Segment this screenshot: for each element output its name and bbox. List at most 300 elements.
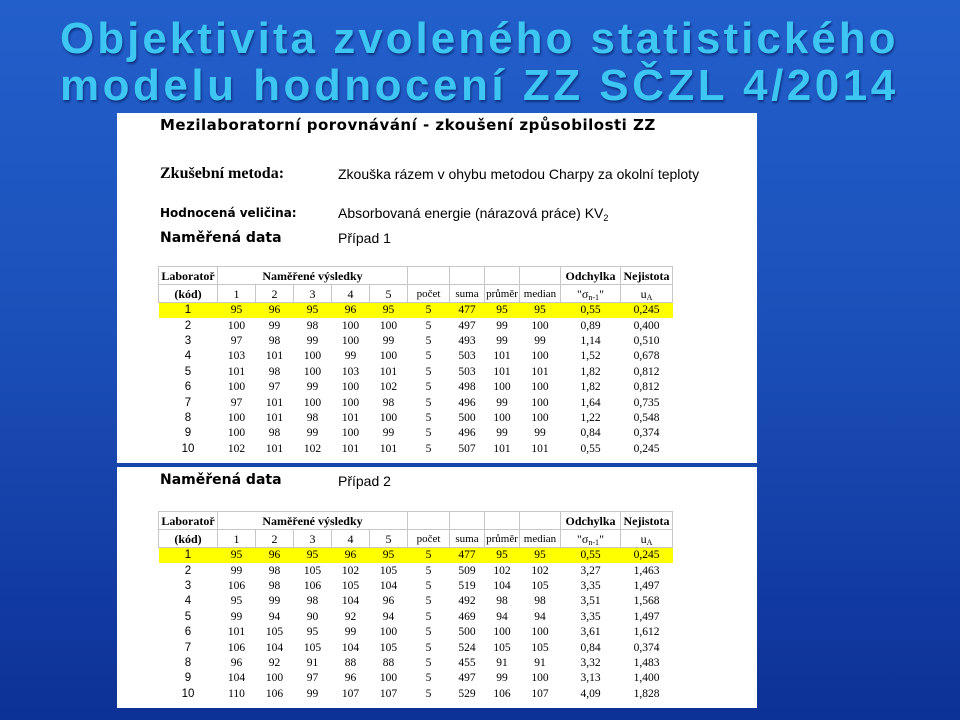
std-deviation-symbol: "σ bbox=[577, 531, 589, 546]
deviation-cell: 1,22 bbox=[580, 411, 601, 424]
result-3-cell: 99 bbox=[306, 427, 319, 440]
result-3-cell: 100 bbox=[303, 396, 322, 409]
result-2-cell: 96 bbox=[256, 303, 294, 319]
results-table-header bbox=[159, 267, 673, 303]
sum-cell: 496 bbox=[458, 427, 476, 440]
panel-heading: Mezilaboratorní porovnávání - zkoušení způsobilosti ZZ bbox=[160, 116, 656, 134]
header-empty-cell bbox=[485, 512, 520, 530]
result-3-header: 3 bbox=[294, 530, 332, 548]
mean-cell: 100 bbox=[493, 626, 511, 639]
result-3-cell: 102 bbox=[303, 442, 322, 455]
deviation-cell: 0,55 bbox=[561, 303, 621, 319]
result-5-header: 5 bbox=[370, 530, 408, 548]
result-5-cell: 100 bbox=[379, 319, 398, 332]
result-1-cell: 110 bbox=[228, 687, 245, 700]
result-4-cell: 100 bbox=[341, 427, 360, 440]
result-5-cell: 98 bbox=[382, 396, 395, 409]
deviation-cell: 1,64 bbox=[580, 396, 601, 409]
lab-header: Laboratoř bbox=[159, 267, 218, 285]
slide-title bbox=[60, 15, 899, 109]
sum-header: suma bbox=[450, 530, 485, 548]
count-cell: 5 bbox=[425, 442, 432, 455]
result-4-cell: 101 bbox=[341, 411, 360, 424]
result-2-cell: 94 bbox=[268, 610, 281, 623]
result-4-cell: 100 bbox=[341, 381, 360, 394]
uncertainty-cell: 1,483 bbox=[633, 656, 660, 669]
deviation-cell: 3,27 bbox=[580, 564, 601, 577]
result-5-cell: 95 bbox=[370, 548, 408, 564]
uncertainty-cell: 1,400 bbox=[633, 672, 660, 685]
lab-code-header: (kód) bbox=[159, 530, 218, 548]
sum-cell: 507 bbox=[458, 442, 476, 455]
uncertainty-cell: 1,497 bbox=[633, 579, 660, 592]
result-1-cell: 101 bbox=[227, 626, 246, 639]
result-4-cell: 101 bbox=[341, 442, 360, 455]
result-1-cell: 103 bbox=[227, 350, 246, 363]
result-2-cell: 101 bbox=[265, 396, 284, 409]
median-header: median bbox=[520, 530, 561, 548]
deviation-cell: 3,35 bbox=[580, 610, 601, 623]
mean-cell: 100 bbox=[493, 381, 511, 394]
result-4-cell: 100 bbox=[341, 319, 360, 332]
result-2-cell: 101 bbox=[265, 350, 284, 363]
mean-cell: 101 bbox=[493, 442, 511, 455]
lab-code-cell: 10 bbox=[181, 687, 195, 700]
count-cell: 5 bbox=[425, 350, 432, 363]
result-4-cell: 99 bbox=[344, 626, 357, 639]
result-2-cell: 98 bbox=[268, 564, 281, 577]
result-5-cell: 104 bbox=[379, 579, 398, 592]
lab-code-cell: 8 bbox=[184, 656, 192, 669]
uncertainty-cell: 0,812 bbox=[633, 381, 660, 394]
table-row bbox=[159, 579, 673, 594]
mean-cell: 98 bbox=[496, 595, 508, 608]
mean-cell: 105 bbox=[493, 641, 511, 654]
uncertainty-header: Nejistota bbox=[621, 512, 673, 530]
result-1-cell: 102 bbox=[227, 442, 246, 455]
deviation-cell: 0,55 bbox=[561, 548, 621, 564]
median-cell: 99 bbox=[534, 427, 546, 440]
result-1-cell: 100 bbox=[227, 319, 246, 332]
median-cell: 107 bbox=[531, 687, 549, 700]
median-cell: 102 bbox=[531, 564, 549, 577]
result-1-cell: 104 bbox=[227, 672, 246, 685]
table-row bbox=[159, 610, 673, 625]
median-cell: 99 bbox=[534, 334, 546, 347]
count-cell: 5 bbox=[425, 672, 432, 685]
mean-cell: 99 bbox=[496, 427, 508, 440]
std-deviation-symbol-close: " bbox=[599, 531, 604, 546]
lab-code-cell: 7 bbox=[184, 396, 192, 409]
table-row-highlighted bbox=[159, 303, 673, 319]
header-empty-cell bbox=[520, 267, 561, 285]
mean-cell: 99 bbox=[496, 396, 508, 409]
count-cell: 5 bbox=[425, 641, 432, 654]
result-1-cell: 95 bbox=[218, 303, 256, 319]
result-1-cell: 95 bbox=[230, 595, 243, 608]
deviation-cell: 0,55 bbox=[580, 442, 601, 455]
uncertainty-cell: 0,812 bbox=[633, 365, 660, 378]
result-3-cell: 95 bbox=[306, 626, 319, 639]
table-row-highlighted bbox=[159, 548, 673, 564]
median-cell: 101 bbox=[531, 365, 549, 378]
median-cell: 105 bbox=[531, 641, 549, 654]
count-cell: 5 bbox=[425, 610, 432, 623]
result-2-cell: 96 bbox=[256, 548, 294, 564]
uncertainty-cell: 1,497 bbox=[633, 610, 660, 623]
result-5-cell: 96 bbox=[382, 595, 395, 608]
uncertainty-symbol: u bbox=[640, 531, 647, 546]
slide-title-line-2: modelu hodnocení ZZ SČZL 4/2014 bbox=[60, 61, 899, 110]
mean-cell: 106 bbox=[493, 687, 511, 700]
header-empty-cell bbox=[485, 267, 520, 285]
result-3-header: 3 bbox=[294, 285, 332, 303]
results-panel-case-2 bbox=[117, 467, 757, 708]
count-cell: 5 bbox=[408, 548, 450, 564]
lab-code-cell: 6 bbox=[184, 626, 192, 639]
result-5-cell: 99 bbox=[382, 334, 395, 347]
result-5-cell: 105 bbox=[379, 564, 398, 577]
result-4-header: 4 bbox=[332, 530, 370, 548]
uncertainty-cell: 0,245 bbox=[621, 303, 673, 319]
uncertainty-header: Nejistota bbox=[621, 267, 673, 285]
result-1-cell: 101 bbox=[227, 365, 246, 378]
header-row bbox=[159, 512, 673, 530]
uncertainty-cell: 0,548 bbox=[633, 411, 660, 424]
results-table-body bbox=[159, 303, 673, 457]
result-5-cell: 100 bbox=[379, 626, 398, 639]
deviation-cell: 3,32 bbox=[580, 656, 601, 669]
median-cell: 100 bbox=[531, 396, 549, 409]
result-4-cell: 107 bbox=[341, 687, 360, 700]
result-2-cell: 101 bbox=[265, 411, 284, 424]
result-3-cell: 99 bbox=[306, 334, 319, 347]
table-row bbox=[159, 334, 673, 349]
evaluated-quantity-value bbox=[338, 203, 608, 223]
result-4-cell: 103 bbox=[341, 365, 360, 378]
result-5-cell: 105 bbox=[379, 641, 398, 654]
sum-cell: 500 bbox=[458, 411, 476, 424]
table-row bbox=[159, 365, 673, 380]
deviation-cell: 1,14 bbox=[580, 334, 601, 347]
header-empty-cell bbox=[450, 512, 485, 530]
measured-data-label: Naměřená data bbox=[160, 230, 282, 246]
median-cell: 100 bbox=[531, 411, 549, 424]
result-2-cell: 98 bbox=[268, 365, 281, 378]
count-cell: 5 bbox=[425, 319, 432, 332]
result-2-header: 2 bbox=[256, 285, 294, 303]
uncertainty-cell: 0,400 bbox=[633, 319, 660, 332]
evaluated-quantity-label: Hodnocená veličina: bbox=[160, 206, 297, 220]
median-cell: 105 bbox=[531, 579, 549, 592]
count-cell: 5 bbox=[425, 595, 432, 608]
median-cell: 98 bbox=[534, 595, 546, 608]
lab-code-cell: 2 bbox=[184, 564, 192, 577]
header-empty-cell bbox=[520, 512, 561, 530]
sum-cell: 519 bbox=[458, 579, 476, 592]
count-cell: 5 bbox=[425, 687, 432, 700]
mean-cell: 95 bbox=[485, 303, 520, 319]
result-3-cell: 100 bbox=[303, 365, 322, 378]
result-4-cell: 92 bbox=[344, 610, 357, 623]
table-row bbox=[159, 563, 673, 578]
table-row bbox=[159, 442, 673, 457]
lab-code-cell: 9 bbox=[184, 427, 192, 440]
mean-cell: 99 bbox=[496, 672, 508, 685]
sum-cell: 497 bbox=[458, 672, 476, 685]
std-deviation-symbol-header bbox=[561, 285, 621, 303]
sum-cell: 503 bbox=[458, 350, 476, 363]
lab-code-cell: 5 bbox=[184, 365, 192, 378]
header-empty-cell bbox=[408, 267, 450, 285]
count-header: počet bbox=[408, 530, 450, 548]
result-2-cell: 100 bbox=[265, 672, 284, 685]
result-1-cell: 100 bbox=[227, 381, 246, 394]
sum-cell: 529 bbox=[458, 687, 476, 700]
count-cell: 5 bbox=[425, 411, 432, 424]
result-4-cell: 100 bbox=[341, 396, 360, 409]
result-5-cell: 88 bbox=[382, 656, 395, 669]
std-deviation-subscript: n-1 bbox=[588, 292, 600, 302]
result-2-cell: 97 bbox=[268, 381, 281, 394]
test-method-value: Zkouška rázem v ohybu metodou Charpy za okolní teploty bbox=[338, 166, 700, 182]
sum-cell: 496 bbox=[458, 396, 476, 409]
result-2-cell: 106 bbox=[265, 687, 284, 700]
median-cell: 101 bbox=[531, 442, 549, 455]
result-2-cell: 99 bbox=[268, 595, 281, 608]
count-cell: 5 bbox=[425, 334, 432, 347]
result-3-cell: 99 bbox=[306, 381, 319, 394]
result-5-cell: 100 bbox=[379, 350, 398, 363]
result-1-cell: 95 bbox=[218, 548, 256, 564]
sum-cell: 477 bbox=[450, 548, 485, 564]
result-3-cell: 100 bbox=[303, 350, 322, 363]
uncertainty-cell: 0,735 bbox=[633, 396, 660, 409]
header-empty-cell bbox=[408, 512, 450, 530]
result-2-cell: 105 bbox=[265, 626, 284, 639]
sum-cell: 497 bbox=[458, 319, 476, 332]
median-cell: 100 bbox=[531, 626, 549, 639]
result-1-cell: 96 bbox=[230, 656, 243, 669]
lab-code-cell: 1 bbox=[159, 303, 218, 319]
evaluated-quantity-text: Absorbovaná energie (nárazová práce) KV bbox=[338, 205, 604, 221]
mean-header: průměr bbox=[485, 285, 520, 303]
result-5-header: 5 bbox=[370, 285, 408, 303]
deviation-cell: 3,61 bbox=[580, 626, 601, 639]
deviation-cell: 3,51 bbox=[580, 595, 601, 608]
result-3-cell: 105 bbox=[303, 641, 322, 654]
deviation-cell: 0,84 bbox=[580, 641, 601, 654]
deviation-cell: 0,84 bbox=[580, 427, 601, 440]
table-row bbox=[159, 594, 673, 609]
result-4-cell: 102 bbox=[341, 564, 360, 577]
sum-cell: 469 bbox=[458, 610, 476, 623]
result-3-cell: 106 bbox=[303, 579, 322, 592]
count-cell: 5 bbox=[425, 564, 432, 577]
mean-cell: 104 bbox=[493, 579, 511, 592]
count-cell: 5 bbox=[425, 381, 432, 394]
result-1-cell: 97 bbox=[230, 396, 243, 409]
mean-cell: 91 bbox=[496, 656, 508, 669]
table-row bbox=[159, 671, 673, 686]
result-5-cell: 94 bbox=[382, 610, 395, 623]
result-4-cell: 104 bbox=[341, 641, 360, 654]
mean-cell: 99 bbox=[496, 334, 508, 347]
result-5-cell: 102 bbox=[379, 381, 398, 394]
result-5-cell: 99 bbox=[382, 427, 395, 440]
table-row bbox=[159, 411, 673, 426]
median-header: median bbox=[520, 285, 561, 303]
median-cell: 100 bbox=[531, 381, 549, 394]
std-deviation-symbol: "σ bbox=[577, 286, 589, 301]
result-4-cell: 96 bbox=[344, 672, 357, 685]
uncertainty-cell: 0,245 bbox=[621, 548, 673, 564]
result-3-cell: 95 bbox=[294, 548, 332, 564]
sum-cell: 500 bbox=[458, 626, 476, 639]
test-method-label: Zkušební metoda: bbox=[160, 165, 285, 182]
result-5-cell: 107 bbox=[379, 687, 398, 700]
count-cell: 5 bbox=[425, 656, 432, 669]
result-2-cell: 99 bbox=[268, 319, 281, 332]
table-row bbox=[159, 426, 673, 441]
table-row bbox=[159, 380, 673, 395]
result-3-cell: 90 bbox=[306, 610, 319, 623]
result-2-cell: 92 bbox=[268, 656, 281, 669]
table-row bbox=[159, 687, 673, 702]
deviation-cell: 1,52 bbox=[580, 350, 601, 363]
count-cell: 5 bbox=[425, 579, 432, 592]
result-4-cell: 88 bbox=[344, 656, 357, 669]
sum-cell: 477 bbox=[450, 303, 485, 319]
sum-header: suma bbox=[450, 285, 485, 303]
slide-title-line-1: Objektivita zvoleného statistického bbox=[60, 14, 899, 63]
sum-cell: 492 bbox=[458, 595, 476, 608]
result-1-cell: 100 bbox=[227, 411, 246, 424]
case-label: Případ 2 bbox=[338, 473, 391, 489]
uncertainty-cell: 1,568 bbox=[633, 595, 660, 608]
result-4-cell: 99 bbox=[344, 350, 357, 363]
median-cell: 95 bbox=[520, 548, 561, 564]
lab-code-cell: 1 bbox=[159, 548, 218, 564]
uncertainty-cell: 0,678 bbox=[633, 350, 660, 363]
result-5-cell: 100 bbox=[379, 672, 398, 685]
header-row bbox=[159, 285, 673, 303]
deviation-cell: 3,13 bbox=[580, 672, 601, 685]
result-1-cell: 97 bbox=[230, 334, 243, 347]
uncertainty-subscript: A bbox=[646, 292, 653, 302]
count-cell: 5 bbox=[425, 626, 432, 639]
sum-cell: 455 bbox=[458, 656, 476, 669]
result-5-cell: 95 bbox=[370, 303, 408, 319]
result-2-cell: 98 bbox=[268, 579, 281, 592]
deviation-header: Odchylka bbox=[561, 512, 621, 530]
result-1-header: 1 bbox=[218, 285, 256, 303]
table-row bbox=[159, 395, 673, 410]
sum-cell: 524 bbox=[458, 641, 476, 654]
uncertainty-cell: 1,828 bbox=[633, 687, 660, 700]
std-deviation-symbol-header bbox=[561, 530, 621, 548]
sum-cell: 498 bbox=[458, 381, 476, 394]
lab-code-cell: 6 bbox=[184, 381, 192, 394]
median-cell: 91 bbox=[534, 656, 546, 669]
result-1-cell: 99 bbox=[230, 564, 243, 577]
median-cell: 100 bbox=[531, 350, 549, 363]
lab-code-cell: 9 bbox=[184, 672, 192, 685]
count-cell: 5 bbox=[408, 303, 450, 319]
lab-header: Laboratoř bbox=[159, 512, 218, 530]
uncertainty-cell: 1,612 bbox=[633, 626, 660, 639]
results-panel-case-1 bbox=[117, 113, 757, 463]
result-3-cell: 98 bbox=[306, 319, 319, 332]
uncertainty-symbol: u bbox=[640, 286, 647, 301]
uncertainty-subscript: A bbox=[646, 537, 653, 547]
uncertainty-cell: 0,510 bbox=[633, 334, 660, 347]
count-header: počet bbox=[408, 285, 450, 303]
mean-cell: 100 bbox=[493, 411, 511, 424]
result-1-cell: 99 bbox=[230, 610, 243, 623]
lab-code-cell: 3 bbox=[184, 579, 192, 592]
results-header: Naměřené výsledky bbox=[218, 512, 408, 530]
results-table bbox=[158, 511, 673, 702]
lab-code-cell: 3 bbox=[184, 334, 192, 347]
result-2-cell: 98 bbox=[268, 427, 281, 440]
evaluated-quantity-subscript: 2 bbox=[603, 213, 609, 223]
std-deviation-symbol-close: " bbox=[599, 286, 604, 301]
table-row bbox=[159, 349, 673, 364]
header-row bbox=[159, 530, 673, 548]
uncertainty-cell: 0,374 bbox=[633, 427, 660, 440]
uncertainty-cell: 0,374 bbox=[633, 641, 660, 654]
table-row bbox=[159, 625, 673, 640]
table-row bbox=[159, 318, 673, 333]
measured-data-label: Naměřená data bbox=[160, 472, 282, 488]
mean-cell: 102 bbox=[493, 564, 511, 577]
result-4-cell: 100 bbox=[341, 334, 360, 347]
result-3-cell: 105 bbox=[303, 564, 322, 577]
results-table-header bbox=[159, 512, 673, 548]
result-1-cell: 106 bbox=[227, 641, 246, 654]
result-3-cell: 98 bbox=[306, 595, 319, 608]
header-empty-cell bbox=[450, 267, 485, 285]
deviation-cell: 4,09 bbox=[580, 687, 601, 700]
result-5-cell: 101 bbox=[379, 365, 398, 378]
lab-code-cell: 8 bbox=[184, 411, 192, 424]
result-4-cell: 104 bbox=[341, 595, 360, 608]
table-row bbox=[159, 640, 673, 655]
result-2-header: 2 bbox=[256, 530, 294, 548]
median-cell: 100 bbox=[531, 319, 549, 332]
result-2-cell: 104 bbox=[265, 641, 284, 654]
results-table bbox=[158, 266, 673, 457]
deviation-cell: 1,82 bbox=[580, 365, 601, 378]
mean-cell: 99 bbox=[496, 319, 508, 332]
lab-code-cell: 4 bbox=[184, 350, 192, 363]
count-cell: 5 bbox=[425, 396, 432, 409]
results-table-body bbox=[159, 548, 673, 702]
deviation-cell: 1,82 bbox=[580, 381, 601, 394]
sum-cell: 509 bbox=[458, 564, 476, 577]
sum-cell: 503 bbox=[458, 365, 476, 378]
deviation-cell: 3,35 bbox=[580, 579, 601, 592]
case-label: Případ 1 bbox=[338, 230, 391, 246]
results-header: Naměřené výsledky bbox=[218, 267, 408, 285]
lab-code-cell: 4 bbox=[184, 595, 192, 608]
result-5-cell: 100 bbox=[379, 411, 398, 424]
table-row bbox=[159, 656, 673, 671]
result-2-cell: 101 bbox=[265, 442, 284, 455]
result-3-cell: 91 bbox=[306, 656, 319, 669]
result-1-cell: 100 bbox=[227, 427, 246, 440]
